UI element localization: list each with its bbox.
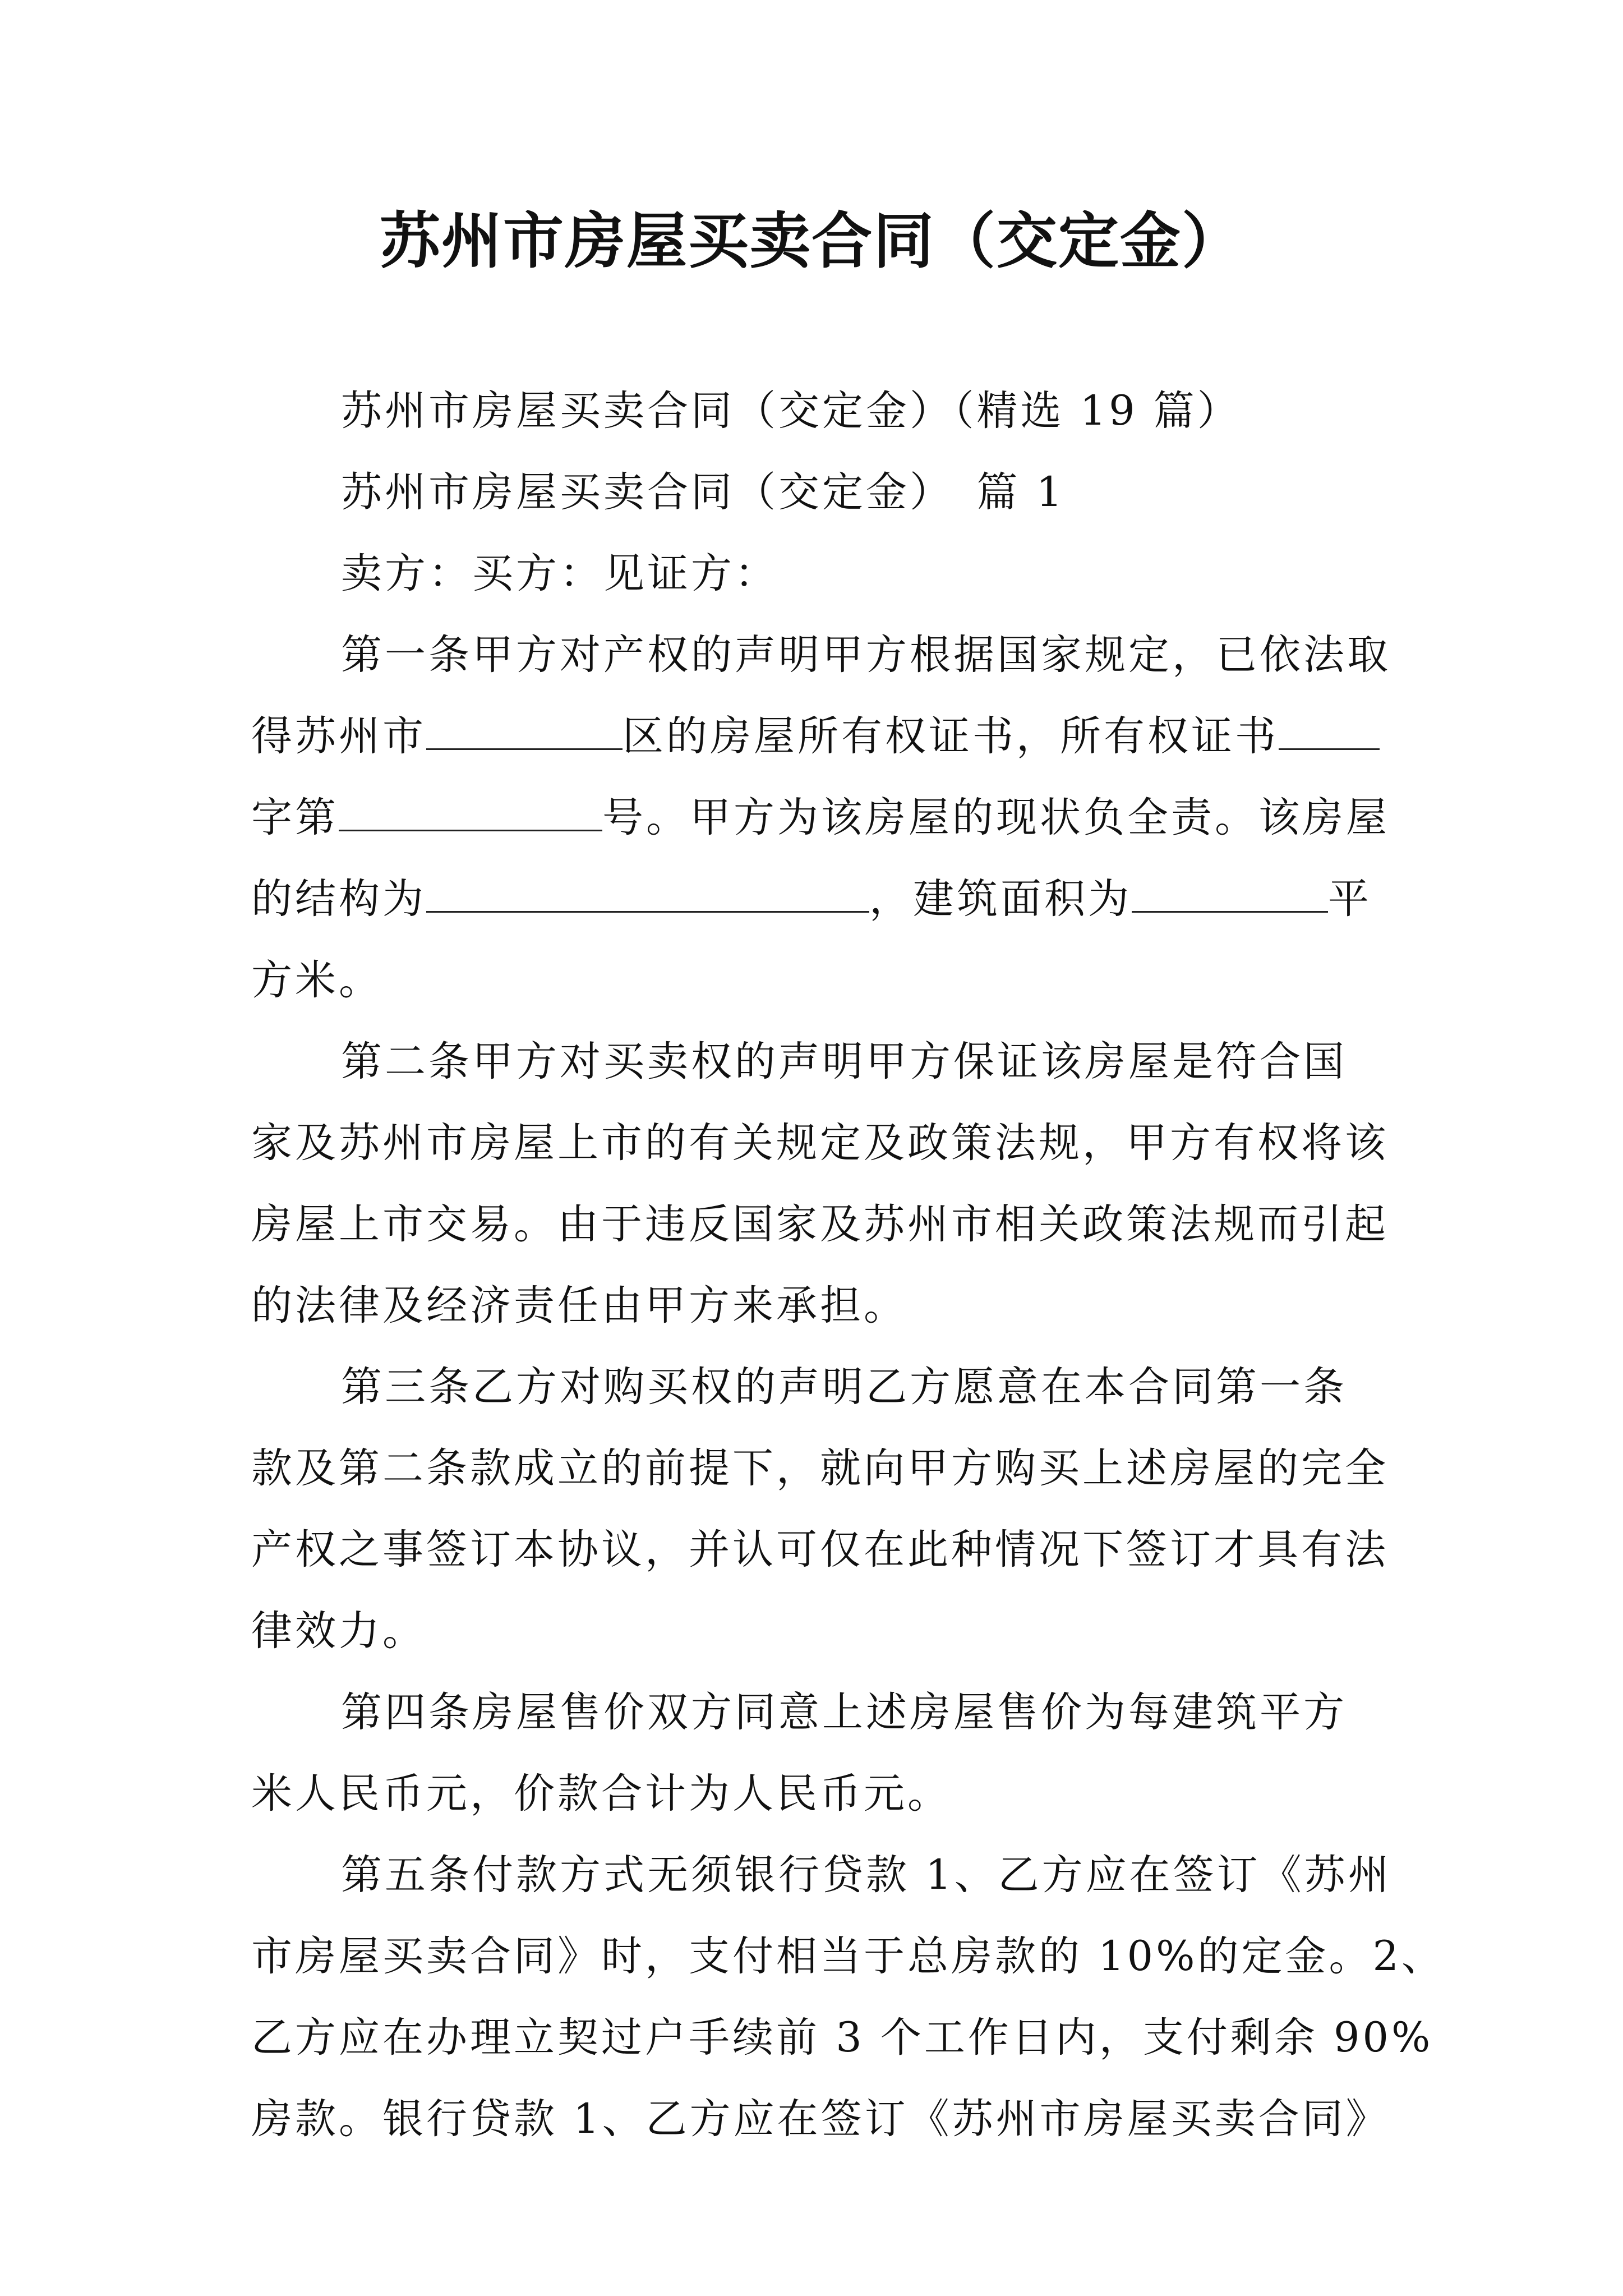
article-1-line-4 <box>251 858 1373 940</box>
article-3-line-4: 律效力。 <box>251 1607 426 1655</box>
article-4-line-1: 第四条房屋售价双方同意上述房屋售价为每建筑平方 <box>341 1688 1347 1736</box>
document-body <box>251 370 1445 2160</box>
article-5-line-4: 房款。银行贷款 1、乙方应在签订《苏州市房屋买卖合同》 <box>251 2095 1390 2143</box>
article-2-line-2: 家及苏州市房屋上市的有关规定及政策法规，甲方有权将该 <box>251 1119 1389 1167</box>
parties-line: 卖方：买方：见证方： <box>341 550 778 597</box>
article-4 <box>251 1672 1373 1834</box>
article-2-line-3: 房屋上市交易。由于违反国家及苏州市相关政策法规而引起 <box>251 1200 1389 1248</box>
article-1-text: 号。甲方为该房屋的现状负全责。该房屋 <box>602 794 1390 841</box>
article-3-line-3: 产权之事签订本协议，并认可仅在此种情况下签订才具有法 <box>251 1526 1389 1573</box>
article-1-line-2 <box>251 696 1373 777</box>
article-1 <box>251 614 1391 1021</box>
structure-blank <box>426 872 869 913</box>
article-3-line-1: 第三条乙方对购买权的声明乙方愿意在本合同第一条 <box>341 1363 1347 1411</box>
article-2-line-4: 的法律及经济责任由甲方来承担。 <box>251 1282 907 1329</box>
article-5-line-3: 乙方应在办理立契过户手续前 3 个工作日内，支付剩余 90% <box>251 2014 1433 2062</box>
area-blank <box>1132 872 1328 913</box>
article-2 <box>251 1021 1389 1346</box>
article-1-text: 字第 <box>251 794 339 841</box>
district-blank <box>426 709 623 750</box>
article-2-line-1: 第二条甲方对买卖权的声明甲方保证该房屋是符合国 <box>341 1038 1347 1085</box>
certificate-number-blank <box>339 790 602 831</box>
certificate-prefix-blank <box>1279 709 1380 750</box>
article-5 <box>251 1834 1445 2160</box>
section-heading: 苏州市房屋买卖合同（交定金） 篇 1 <box>341 468 1066 516</box>
article-1-text: 区的房屋所有权证书，所有权证书 <box>623 712 1279 760</box>
article-4-line-2: 米人民币元，价款合计为人民币元。 <box>251 1770 951 1818</box>
article-1-line-5: 方米。 <box>251 956 382 1004</box>
article-1-line-1: 第一条甲方对产权的声明甲方根据国家规定，已依法取 <box>341 631 1391 679</box>
article-3 <box>251 1346 1389 1672</box>
article-1-line-3 <box>251 777 1390 858</box>
article-1-text: 的结构为 <box>251 875 426 923</box>
article-5-line-1: 第五条付款方式无须银行贷款 1、乙方应在签订《苏州 <box>341 1851 1392 1899</box>
article-3-line-2: 款及第二条款成立的前提下，就向甲方购买上述房屋的完全 <box>251 1444 1389 1492</box>
article-1-text: ，建筑面积为 <box>869 875 1132 923</box>
article-1-text: 得苏州市 <box>251 712 426 760</box>
article-1-text: 平 <box>1328 875 1372 923</box>
document-subtitle: 苏州市房屋买卖合同（交定金）（精选 19 篇） <box>341 387 1241 435</box>
document-title: 苏州市房屋买卖合同（交定金） <box>379 206 1243 277</box>
article-5-line-2: 市房屋买卖合同》时，支付相当于总房款的 10%的定金。2、 <box>251 1932 1445 1980</box>
